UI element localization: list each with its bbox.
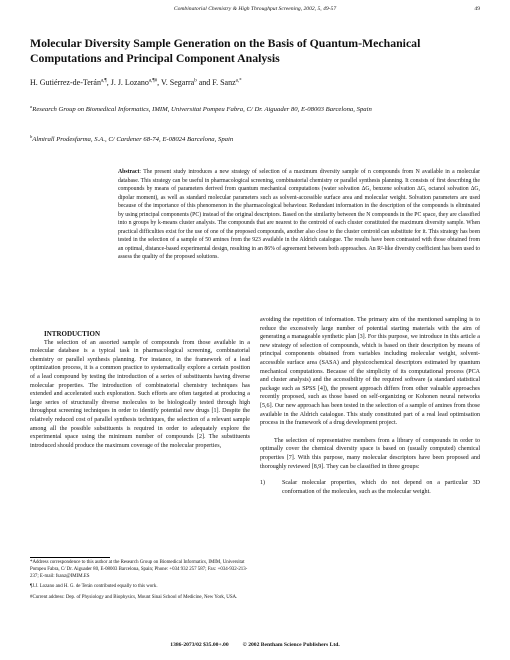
author-marker: a,¶ [100, 78, 107, 84]
list-text: Scalar molecular properties, which do not depend on a particular 3D conformation of the molecules, such as the molecular weight. [282, 480, 480, 495]
affiliation-marker: b [30, 134, 33, 139]
page-number: 49 [474, 6, 480, 12]
author-marker: a,¶# [148, 78, 158, 84]
left-column [30, 330, 250, 450]
abstract-text: : The present study introduces a new strategy of selection of a maximum diversity sample of n compounds from N available in a molecular database. This strategy can be useful in pharmacological screening, combinatorial chemistry or parallel synthesis planning. It consists of first describing the compounds by means of parameters derived from quantum mechanical computations (water solvation ΔG, benzene solvation ΔG, octanol solvation ΔG, dipolar moment), as well as standard molecular parameters such as solvent-accessible surface area and molecular weight. Solvation parameters are used because of the importance of this phenomenon in the pharmacological behaviour. Redundant information in the description of the compounds is eliminated by using principal components (PC) instead of the original descriptors. Based on the similarity between the N compounds in the PC space, they are classified into n groups by k-means cluster analysis. The compounds that are nearest to the centroid of each cluster constituted the maximum diversity sample. When practical difficulties exist for the use of one of the proposed compounds, another also close to the cluster centroid can substitute for it. This strategy has been tested in the selection of a sample of 50 amines from the 923 available in the Aldrich catalogue. The results have been contrasted with those obtained from an optimal, distance-based experimental design, resulting in an 86% of agreement between both approaches. An R²-like diversity coefficient has been used to assess the quality of the proposed solutions. [118, 169, 480, 260]
author-name: and F. Sanz [196, 78, 236, 87]
author-name: H. Gutiérrez-de-Terán [30, 78, 101, 87]
page-footer: 1386-2073/02 $35.00+.00 © 2002 Bentham Science Publishers Ltd. [170, 642, 340, 648]
footnote-rule [30, 557, 110, 558]
paragraph: The selection of an assorted sample of compounds from those available in a molecular database is a typical task in pharmacological screening, combinatorial chemistry or parallel synthesis planning. For instance, in the framework of a lead optimization process, it is a common practice to systematically explore a certain position of a lead compound by testing the introduction of a series of substituents having diverse molecular properties. The introduction of combinatorial chemistry techniques has extended and accelerated such exploration. Such efforts are often targeted at producing a large series of structurally diverse molecules to be biologically tested through high throughput screening techniques in order to identify potential new drugs [1]. Despite the relatively reduced cost of parallel synthesis techniques, the selection of a relevant sample among all the possible substituents is required in order to adequately explore the experimental space using the minimum number of compounds [2]. The substituents introduced should produce the maximum coverage of the molecular properties, [30, 339, 250, 449]
paragraph: avoiding the repetition of information. The primary aim of the mentioned sampling is to reduce the excessively large number of potential starting materials with the aim of generating a manageable synthetic plan [3]. For this purpose, we introduce in this article a new strategy of selection of compounds, which is based on their description by means of principal components obtained from variables including molecular weight, solvent-accessible surface area (SASA) and physicochemical descriptors estimated by quantum mechanical computations. Because of the simplicity of its computational process (PCA and cluster analysis) and the accessibility of the required software (a standard statistical package such as SPSS [4]), the present approach differs from other valuable approaches recently proposed, such as those based on self-organizing or Kohonen neural networks [5,6]. Our new approach has been tested in the selection of a sample of amines from those available in the Aldrich catalogue. This study constituted part of a real lead optimisation process in the framework of a drug development project. [260, 317, 480, 427]
journal-header: Combinatorial Chemistry & High Throughput Screening, 2002, 5, 49-57 [173, 6, 337, 12]
author-name: , V. Segarra [157, 78, 195, 87]
affiliation-text: Research Group on Biomedical Informatics, IMIM, Universitat Pompeu Fabra, C/ Dr. Aiguader 80, E-08003 Barcelona, Spain [32, 106, 372, 114]
footnotes [30, 557, 250, 606]
footnote-equal-contribution: ¶J.J. Lozano and H. G. de Terán contributed equally to this work. [30, 584, 158, 590]
affiliation-text: Almirall Prodesfarma, S.A., C/ Cardener 68-74, E-08024 Barcelona, Spain [32, 136, 234, 144]
list-item [260, 479, 480, 496]
abstract [118, 168, 480, 262]
paragraph: The selection of representative members from a library of compounds in order to optimally cover the chemical diversity space is based on (usually computed) chemical properties [7]. With this purpose, many molecular descriptors have been proposed and thoroughly reviewed [8,9]. They can be classified in three groups: [260, 437, 480, 470]
paper-title: Molecular Diversity Sample Generation on the Basis of Quantum-Mechanical Computations and Principal Component Analysis [30, 36, 421, 65]
right-column [260, 316, 480, 496]
footnote-current-address: #Current address: Dep. of Physiology and Biophysics, Mount Sinai School of Medicine, New York, USA. [30, 595, 238, 601]
affiliation-a [30, 102, 480, 115]
affiliation-marker: a [30, 104, 33, 109]
author-list [30, 78, 242, 87]
author-marker: a,* [235, 78, 242, 84]
footnote-correspondence: *Address correspondence to this author at the Research Group on Biomedical Informatics, IMIM, Universitat Pompeu Fabra, C/ Dr. Aiguader 80, E-08003 Barcelona, Spain; Phone: +034 932 257 587; Fax: +034-932-213-237; E-mail: fsanz@IMIM.ES [30, 560, 248, 579]
abstract-label: Abstract [118, 169, 140, 175]
author-name: , J. J. Lozano [106, 78, 149, 87]
affiliation-b [30, 132, 480, 145]
list-number: 1) [260, 480, 266, 487]
author-marker: b [194, 78, 197, 84]
section-heading: INTRODUCTION [44, 330, 101, 338]
